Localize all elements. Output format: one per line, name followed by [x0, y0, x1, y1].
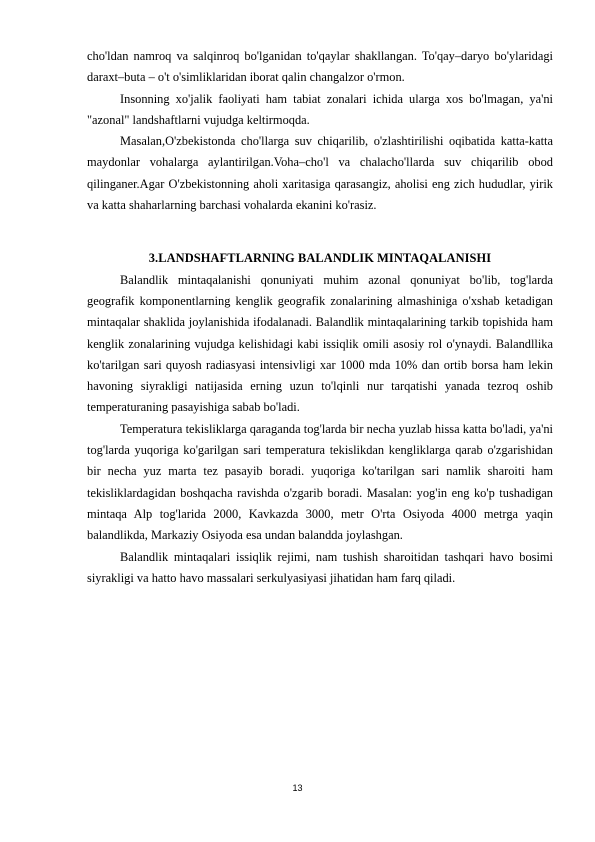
section-heading: 3.LANDSHAFTLARNING BALANDLIK MINTAQALANISHI: [148, 251, 492, 266]
paragraph-temperature: Temperatura tekisliklarga qaraganda tog'larda bir necha yuzlab hissa katta bo'ladi, ya'ni tog'larda yuqoriga ko'garilgan sari temperatura tekislikdan kengliklarga qarab o'zgarishidan bir necha yuz marta tez pasayib boradi. yuqoriga ko'tarilgan sari namlik sharoiti ham tekisliklardagidan boshqacha ravishda o'zgarib boradi. Masalan: yog'in eng ko'p tushadigan mintaqa Alp tog'larida 2000, Kavkazda 3000, metr O'rta Osiyoda 4000 metrga yaqin balandlikda, Markaziy Osiyoda esa undan balandda joylashgan.: [87, 421, 553, 543]
document-body: [87, 46, 553, 589]
paragraph-continuation: cho'ldan namroq va salqinroq bo'lganidan to'qaylar shakllangan. To'qay–daryo bo'ylaridagi daraxt–buta – o't o'simliklaridan iborat qalin changalzor o'rmon.: [87, 49, 553, 85]
paragraph-human-activity: Insonning xo'jalik faoliyati ham tabiat zonalari ichida ularga xos bo'lmagan, ya'ni "azonal" landshaftlarni vujudga keltirmoqda.: [87, 91, 553, 127]
paragraph-pressure: Balandlik mintaqalari issiqlik rejimi, nam tushish sharoitidan tashqari havo bosimi siyrakligi va hatto havo massalari serkulyasiyasi jihatidan ham farq qiladi.: [87, 549, 553, 585]
paragraph-oases-example: Masalan,O'zbekistonda cho'llarga suv chiqarilib, o'zlashtirilishi oqibatida katta-katta maydonlar vohalarga aylantirilgan.Voha–cho'l va chalacho'llarda suv chiqarilib obod qilinganer.Agar O'zbekistonning aholi xaritasiga qarasangiz, aholisi eng zich hududlar, yirik va katta shaharlarning barchasi vohalarda ekanini ko'rasiz.: [87, 134, 553, 213]
paragraph-altitudinal-zonation: Balandlik mintaqalanishi qonuniyati muhim azonal qonuniyat bo'lib, tog'larda geografik komponentlarning kenglik geografik zonalarining almashiniga o'xshab ketadigan mintaqalar shaklida joylanishida ifodalanadi. Balandlik mintaqalarining tarkib topishida ham kenglik zonalarining vujudga kelishidagi kabi issiqlik omili asosiy rol o'ynaydi. Balandllika ko'tarilgan sari quyosh radiasyasi intensivligi xar 1000 mda 10% dan ortib borsa ham lekin havoning siyrakligi natijasida erning uzun to'lqinli nur tarqatishi yanada tezroq oshib temperaturaning pasayishiga sabab bo'ladi.: [87, 272, 553, 415]
page-number: 13: [292, 783, 303, 793]
